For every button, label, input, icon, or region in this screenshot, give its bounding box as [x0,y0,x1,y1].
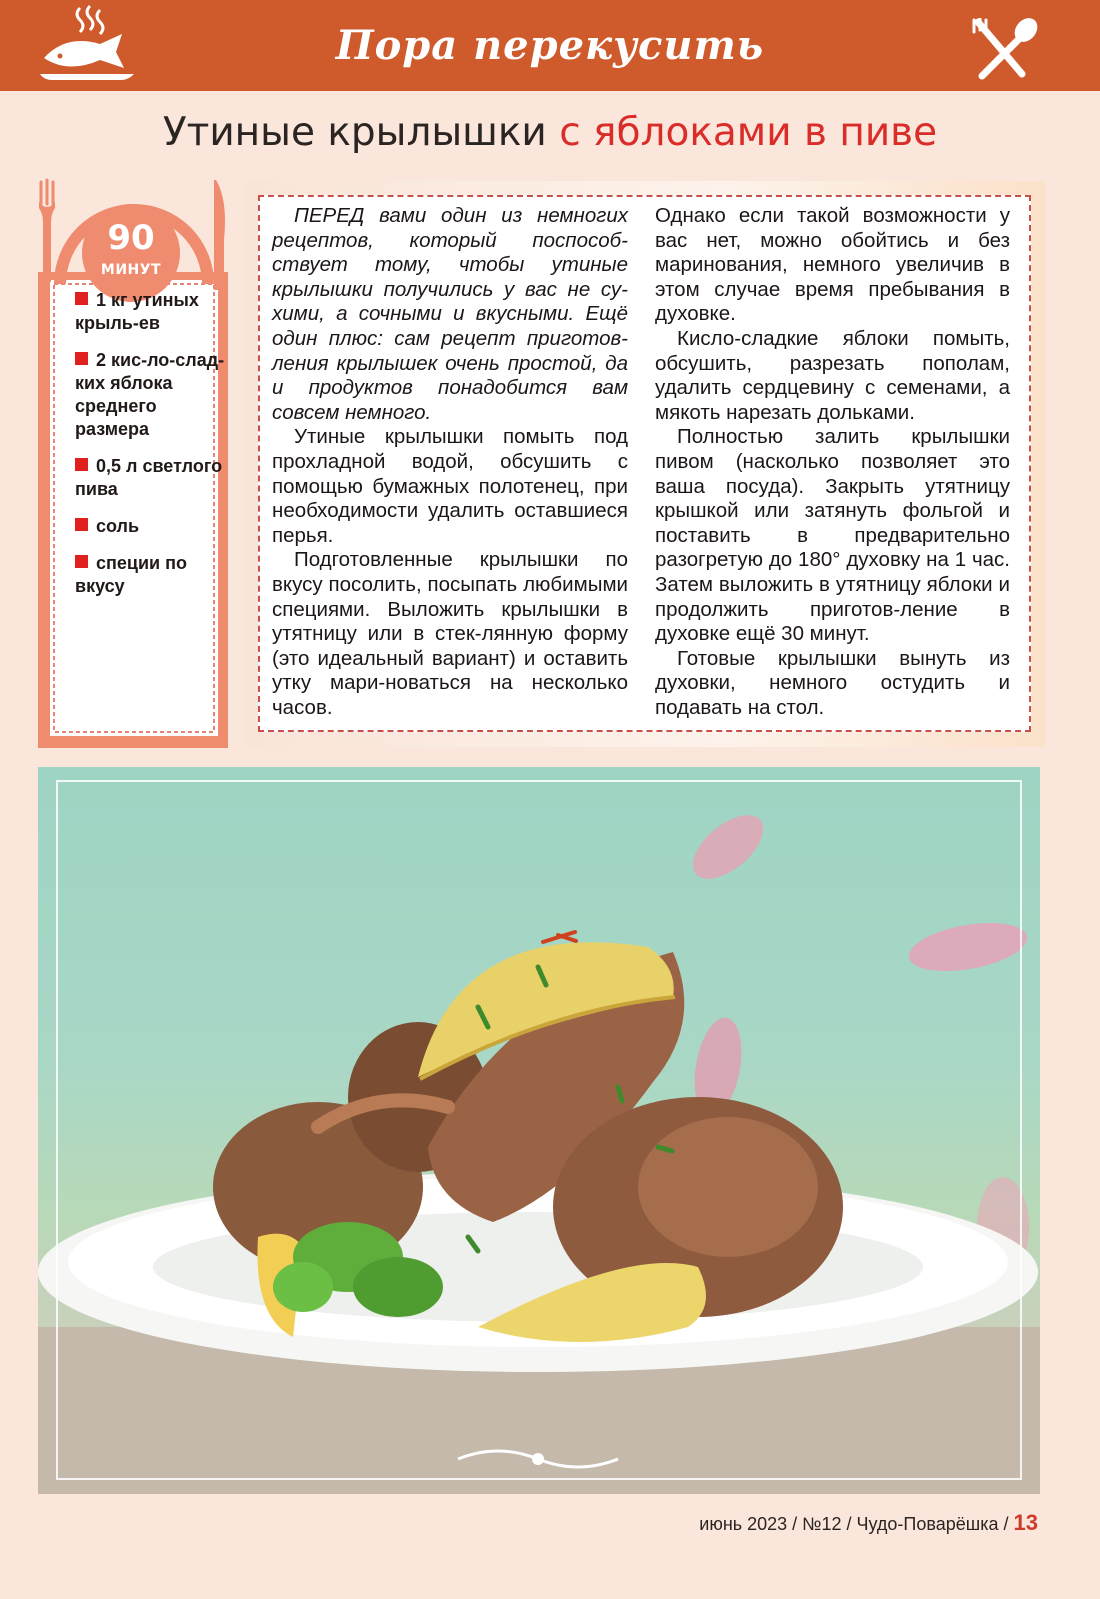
section-header [0,0,1100,91]
recipe-column-2 [655,204,1010,720]
ingredient-item: 1 кг утиных крыль-ев [75,290,199,333]
page-number: 13 [1013,1510,1038,1535]
recipe-column-1 [272,204,628,720]
photo-inner-border [56,780,1022,1480]
cooking-time-unit: МИНУТ [100,262,162,278]
page-footer [699,1510,1038,1536]
issue-info: июнь 2023 / №12 / Чудо-Поварёшка / [699,1514,1009,1534]
recipe-title-main: Утиные крылышки [162,110,547,155]
red-square-bullet-icon [75,555,88,568]
cooking-time-value: 90 [107,218,155,258]
recipe-title [0,110,1100,155]
ingredients-list [75,289,225,612]
fork-spoon-crossed-icon [970,18,1042,82]
recipe-intro: ПЕРЕД вами один из немногих рецептов, который поспособ-ствует тому, чтобы утиные крылышки получились у вас не су-хими, а сочными и вкусными. Ещё один плюс: сам рецепт приготов-ления крылышек очень простой, да и продуктов понадобится вам совсем немного. [272,204,628,424]
red-square-bullet-icon [75,352,88,365]
recipe-title-accent: с яблоками в пиве [559,110,938,155]
red-square-bullet-icon [75,292,88,305]
recipe-step: Подготовленные крылышки по вкусу посолить, посыпать любимыми специями. Выложить крылышки в утятницу или в стек-лянную форму (это идеальный вариант) и оставить утку мари-новаться на несколько часов. [272,548,628,719]
section-title: Пора перекусить [335,22,765,69]
ingredient-item: соль [75,515,225,538]
recipe-step: Кисло-сладкие яблоки помыть, обсушить, разрезать пополам, удалить сердцевину с семенами, а мякоть нарезать дольками. [655,326,1010,424]
red-square-bullet-icon [75,518,88,531]
ingredient-item: 2 кис-ло-слад-ких яблока среднего размера [75,350,225,439]
recipe-step: Однако если такой возможности у вас нет, можно обойтись и без маринования, немного увеличив в этом случае время пребывания в духовке. [655,204,1010,326]
cooking-time-badge [84,206,178,300]
recipe-step: Утиные крылышки помыть под прохладной водой, обсушить с помощью бумажных полотенец, при необходимости удалить оставшиеся перья. [272,425,628,547]
recipe-step: Полностью залить крылышки пивом (насколько позволяет это ваша посуда). Закрыть утятницу крышкой или затянуть фольгой и поставить в предварительно разогретую до 180° духовку на 1 час. Затем выложить в утятницу яблоки и продолжить приготов-ление в духовке ещё 30 минут. [655,425,1010,646]
red-square-bullet-icon [75,458,88,471]
ingredients-sidebar [38,176,230,762]
ingredient-item: специи по вкусу [75,553,187,596]
recipe-step: Готовые крылышки вынуть из духовки, немного остудить и подавать на стол. [655,646,1010,719]
ingredient-item: 0,5 л светлого пива [75,456,223,499]
